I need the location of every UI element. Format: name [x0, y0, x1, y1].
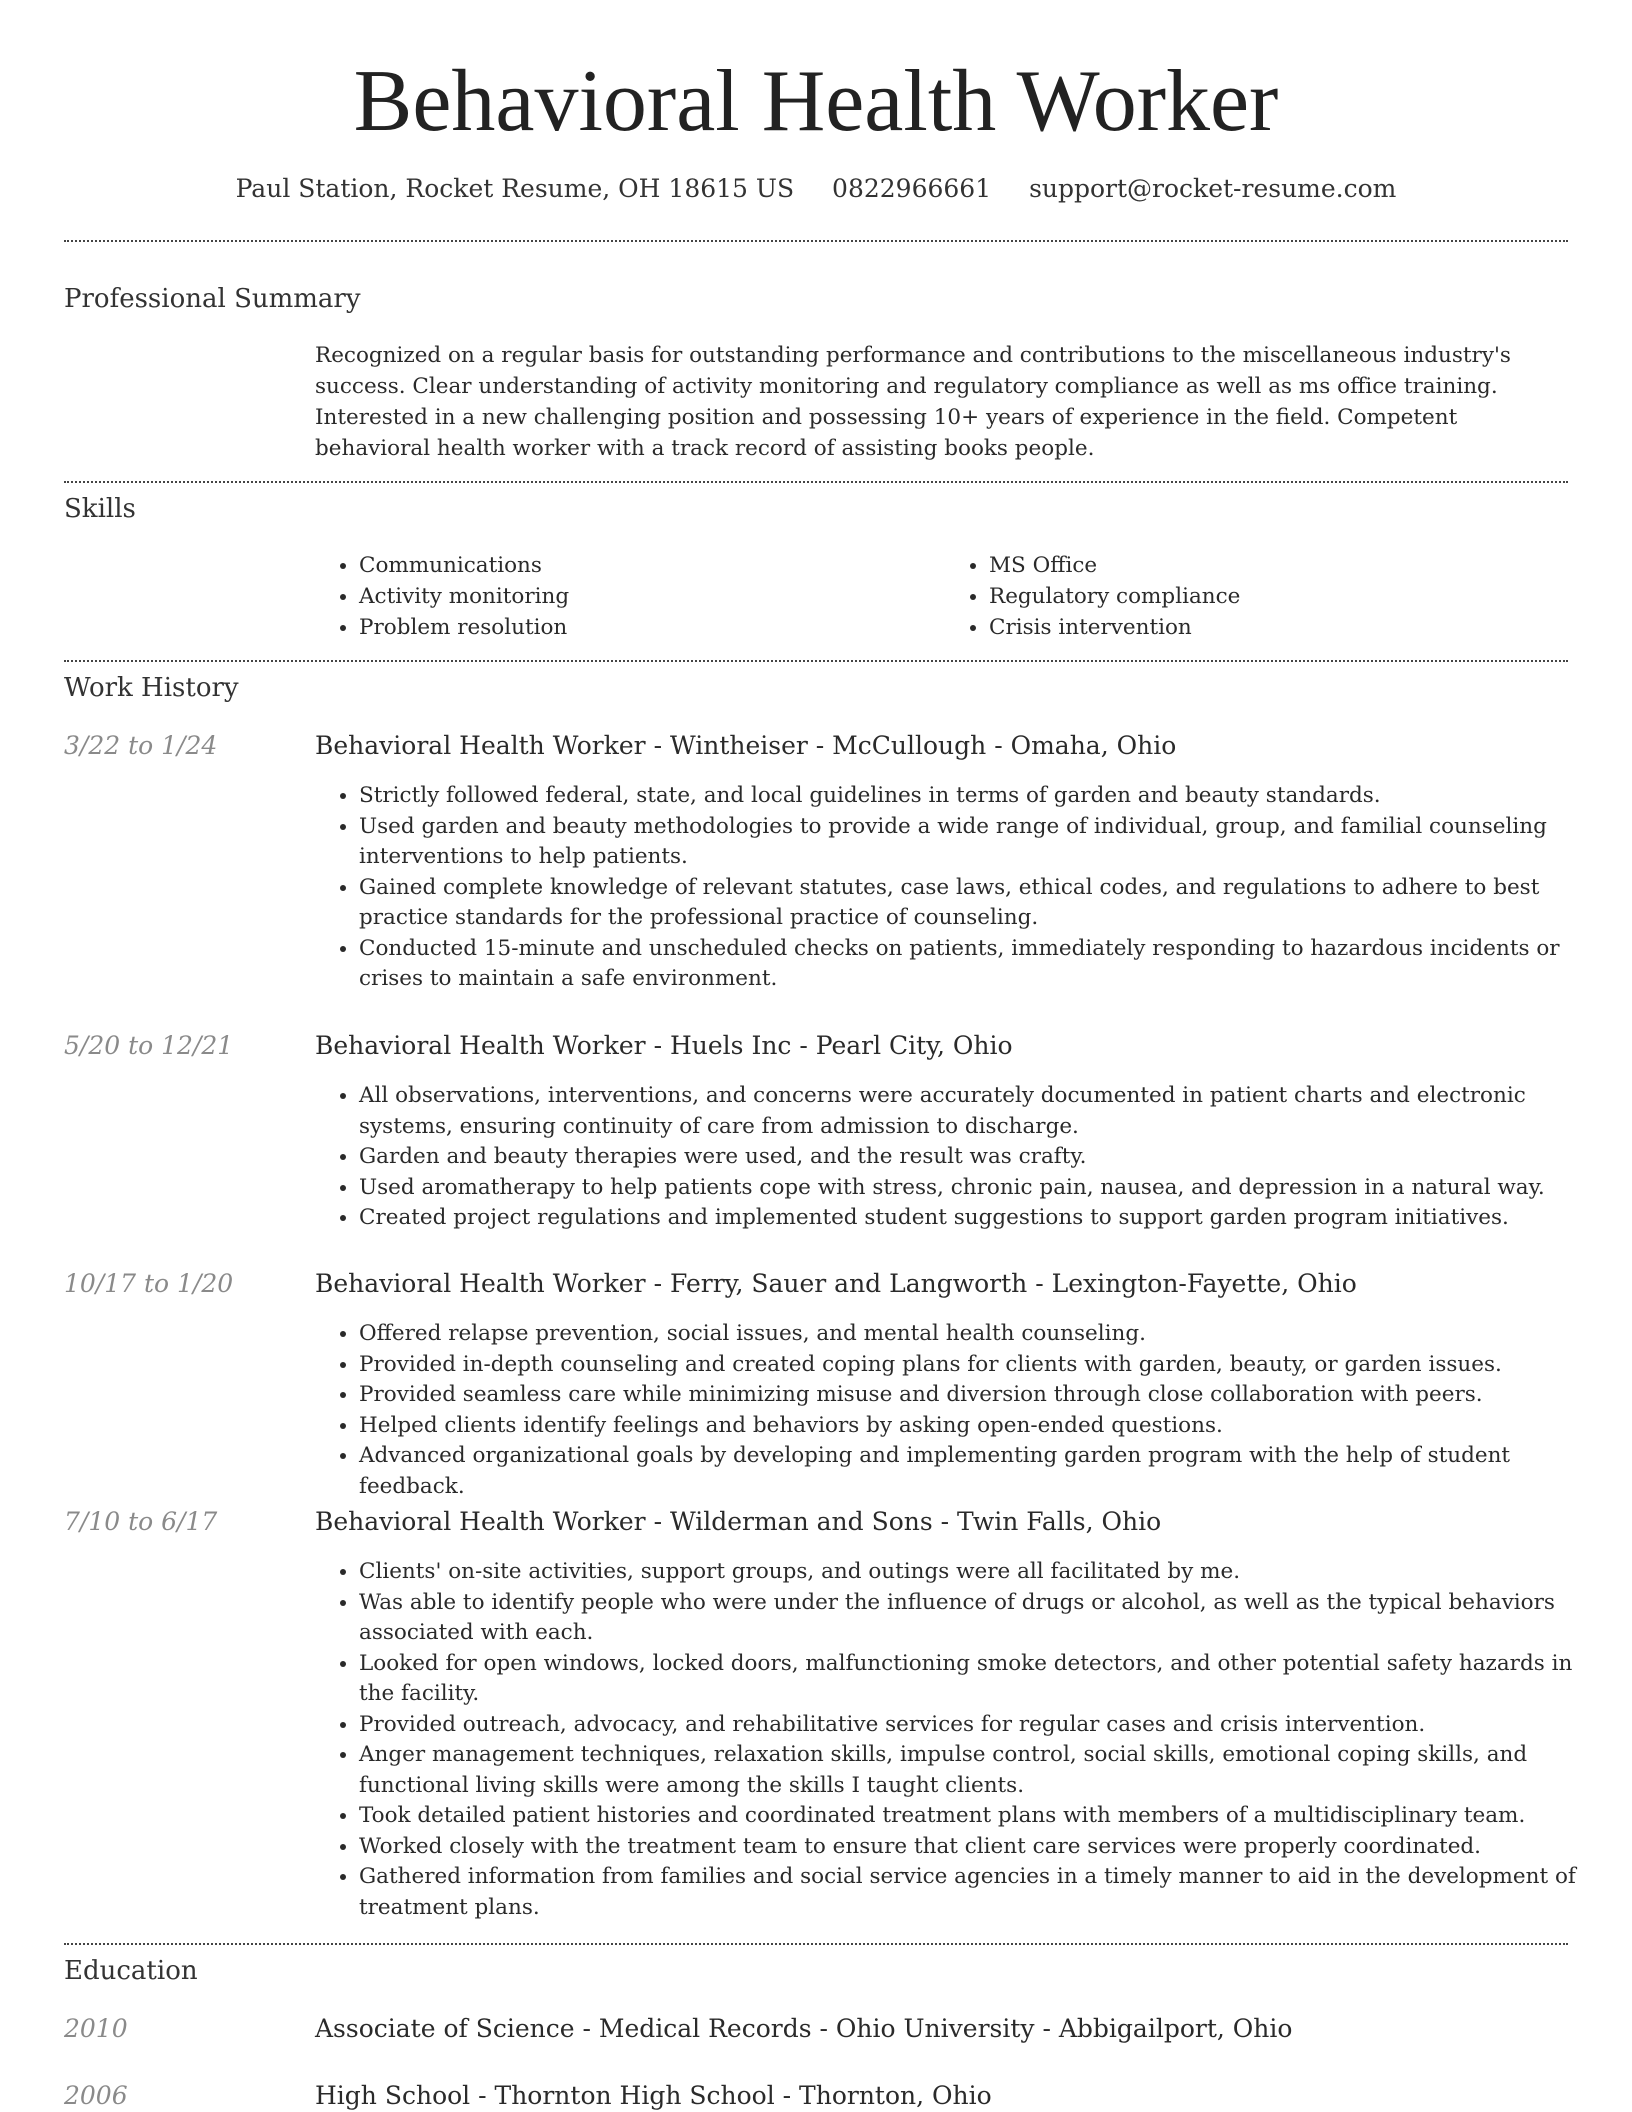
job-bullet: • Used garden and beauty methodologies to provide a wide range of individual, group, and familial counseling interventions to help patients. — [359, 812, 1614, 873]
skills-column-left — [315, 550, 945, 643]
work-section-title: Work History — [64, 673, 239, 703]
divider — [64, 240, 1568, 242]
job-date: 7/10 to 6/17 — [64, 1507, 218, 1536]
candidate-name: Behavioral Health Worker — [353, 53, 1279, 150]
skill-item: • MS Office — [989, 550, 1575, 581]
contact-line — [0, 174, 1632, 203]
skills-section-title: Skills — [64, 494, 136, 524]
summary-section-title: Professional Summary — [64, 284, 361, 314]
divider — [64, 481, 1568, 483]
skill-item: • Crisis intervention — [989, 612, 1575, 643]
job-bullet: • Conducted 15-minute and unscheduled checks on patients, immediately responding to hazardous incidents or crises to maintain a safe environment. — [359, 934, 1614, 995]
job-bullet: • Offered relapse prevention, social issues, and mental health counseling. — [359, 1319, 1614, 1350]
job-title: Behavioral Health Worker - Wilderman and Sons - Twin Falls, Ohio — [315, 1507, 1162, 1536]
job-bullet: • Provided seamless care while minimizing misuse and diversion through close collaboration with peers. — [359, 1380, 1614, 1411]
contact-address: Paul Station, Rocket Resume, OH 18615 US — [235, 174, 795, 203]
job-title: Behavioral Health Worker - Huels Inc - Pearl City, Ohio — [315, 1031, 1013, 1060]
job-bullet: • Gathered information from families and social service agencies in a timely manner to aid in the development of treatment plans. — [359, 1862, 1614, 1923]
job-bullet: • Strictly followed federal, state, and local guidelines in terms of garden and beauty standards. — [359, 781, 1614, 812]
job-bullet: • Clients' on-site activities, support groups, and outings were all facilitated by me. — [359, 1557, 1614, 1588]
education-title: High School - Thornton High School - Thornton, Ohio — [315, 2081, 992, 2110]
education-year: 2006 — [64, 2081, 128, 2110]
job-bullets — [315, 1557, 1614, 1923]
education-section-title: Education — [64, 1956, 198, 1986]
job-bullets — [315, 1319, 1614, 1502]
resume-header — [0, 0, 1632, 203]
contact-email: support@rocket-resume.com — [1029, 174, 1397, 203]
job-date: 3/22 to 1/24 — [64, 731, 218, 760]
job-bullet: • All observations, interventions, and concerns were accurately documented in patient charts and electronic systems, ensuring continuity of care from admission to discharge. — [359, 1081, 1614, 1142]
job-bullet: • Garden and beauty therapies were used, and the result was crafty. — [359, 1142, 1614, 1173]
job-bullet: • Gained complete knowledge of relevant statutes, case laws, ethical codes, and regulations to adhere to best practice standards for the professional practice of counseling. — [359, 873, 1614, 934]
job-bullet: • Looked for open windows, locked doors, malfunctioning smoke detectors, and other potential safety hazards in the facility. — [359, 1649, 1614, 1710]
job-date: 5/20 to 12/21 — [64, 1031, 234, 1060]
contact-phone: 0822966661 — [832, 174, 992, 203]
divider — [64, 660, 1568, 662]
job-bullets — [315, 1081, 1614, 1234]
summary-text: Recognized on a regular basis for outstanding performance and contributions to the miscellaneous industry's success. Clear understanding of activity monitoring and regulatory compliance as well as ms office training. Interested in a new challenging position and possessing 10+ years of experience in the field. Competent behavioral health worker with a track record of assisting books people. — [315, 343, 1511, 461]
job-bullet: • Anger management techniques, relaxation skills, impulse control, social skills, emotional coping skills, and functional living skills were among the skills I taught clients. — [359, 1740, 1614, 1801]
skills-list — [315, 550, 1575, 643]
job-bullets — [315, 781, 1614, 995]
job-bullet: • Was able to identify people who were under the influence of drugs or alcohol, as well as the typical behaviors associated with each. — [359, 1588, 1614, 1649]
job-bullet: • Created project regulations and implemented student suggestions to support garden program initiatives. — [359, 1203, 1614, 1234]
job-title: Behavioral Health Worker - Ferry, Sauer and Langworth - Lexington-Fayette, Ohio — [315, 1269, 1357, 1298]
job-title: Behavioral Health Worker - Wintheiser - McCullough - Omaha, Ohio — [315, 731, 1177, 760]
job-bullet: • Helped clients identify feelings and behaviors by asking open-ended questions. — [359, 1411, 1614, 1442]
job-bullet: • Provided outreach, advocacy, and rehabilitative services for regular cases and crisis intervention. — [359, 1710, 1614, 1741]
job-bullet: • Worked closely with the treatment team to ensure that client care services were properly coordinated. — [359, 1832, 1614, 1863]
job-bullet: • Provided in-depth counseling and created coping plans for clients with garden, beauty, or garden issues. — [359, 1350, 1614, 1381]
education-year: 2010 — [64, 2014, 128, 2043]
job-date: 10/17 to 1/20 — [64, 1269, 234, 1298]
divider — [64, 1943, 1568, 1945]
skill-item: • Problem resolution — [359, 612, 945, 643]
skill-item: • Communications — [359, 550, 945, 581]
skill-item: • Regulatory compliance — [989, 581, 1575, 612]
job-bullet: • Took detailed patient histories and coordinated treatment plans with members of a multidisciplinary team. — [359, 1801, 1614, 1832]
skill-item: • Activity monitoring — [359, 581, 945, 612]
job-bullet: • Used aromatherapy to help patients cope with stress, chronic pain, nausea, and depression in a natural way. — [359, 1173, 1614, 1204]
education-title: Associate of Science - Medical Records - Ohio University - Abbigailport, Ohio — [315, 2014, 1293, 2043]
job-bullet: • Advanced organizational goals by developing and implementing garden program with the help of student feedback. — [359, 1441, 1614, 1502]
skills-column-right — [945, 550, 1575, 643]
